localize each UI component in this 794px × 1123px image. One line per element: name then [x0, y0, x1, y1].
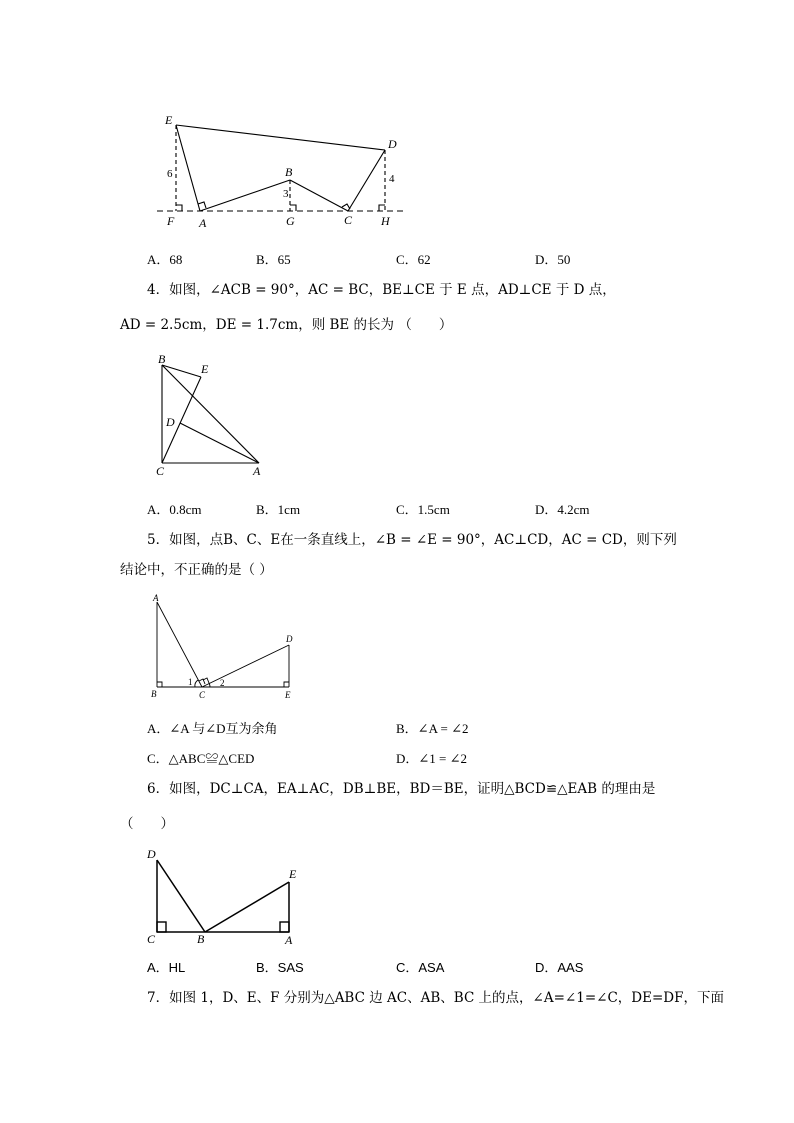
q4-option-a[interactable]: A．0.8cm — [147, 502, 202, 517]
q5-option-b[interactable]: B．∠A = ∠2 — [396, 721, 469, 736]
q4-point-b: B — [158, 352, 166, 366]
q4-question-line2: AD = 2.5cm，DE = 1.7cm，则 BE 的长为 （ ） — [120, 317, 453, 333]
q3-option-c[interactable]: C．62 — [396, 252, 431, 267]
q6-point-a: A — [285, 933, 293, 947]
q3-option-d[interactable]: D．50 — [535, 252, 571, 267]
q5-angle-2: 2 — [220, 678, 225, 688]
q7-question-line1: 7．如图 1，D、E、F 分别为△ABC 边 AC、AB、BC 上的点，∠A=∠1=∠C，DE=DF，下面 — [147, 990, 724, 1006]
q4-question-line1: 4．如图，∠ACB = 90°，AC = BC，BE⊥CE 于 E 点，AD⊥CE 于 D 点， — [147, 282, 616, 298]
q6-question-line2: （ ） — [120, 816, 174, 832]
q6-figure — [145, 845, 310, 945]
q4-point-c: C — [156, 464, 165, 478]
q5-question-line2: 结论中，不正确的是（ ） — [120, 562, 273, 578]
q4-option-d[interactable]: D．4.2cm — [535, 502, 590, 517]
q6-point-b: B — [197, 932, 205, 946]
q3-length-ef: 6 — [167, 168, 173, 180]
q4-point-d: D — [166, 415, 175, 429]
q3-point-h: H — [381, 214, 390, 228]
q6-option-c[interactable]: C．ASA — [396, 960, 445, 975]
q3-point-f: F — [167, 214, 175, 228]
q5-point-c: C — [199, 690, 206, 700]
q4-option-b[interactable]: B．1cm — [256, 502, 301, 517]
q5-option-c[interactable]: C．△ABC≌△CED — [147, 751, 255, 766]
q5-point-e: E — [285, 690, 291, 700]
q4-point-a: A — [253, 464, 261, 478]
q5-point-b: B — [151, 689, 157, 699]
q5-option-a[interactable]: A．∠A 与∠D互为余角 — [147, 721, 278, 736]
q6-option-b[interactable]: B．SAS — [256, 960, 304, 975]
q6-point-c: C — [147, 932, 156, 946]
q6-option-d[interactable]: D．AAS — [535, 960, 584, 975]
q6-option-a[interactable]: A．HL — [147, 960, 186, 975]
q3-length-bg: 3 — [283, 188, 289, 200]
q5-question-line1: 5．如图，点B、C、E在一条直线上，∠B = ∠E = 90°，AC⊥CD，AC = CD，则下列 — [147, 532, 677, 548]
q5-option-d[interactable]: D．∠1 = ∠2 — [396, 751, 468, 766]
q5-point-a: A — [153, 593, 159, 603]
q3-point-d: D — [388, 137, 397, 151]
q6-question-line1: 6．如图，DC⊥CA，EA⊥AC，DB⊥BE，BD＝BE，证明△BCD≌△EAB 的理由是 — [147, 781, 656, 797]
q3-option-b[interactable]: B．65 — [256, 252, 291, 267]
q3-point-e: E — [165, 113, 173, 127]
q6-point-d: D — [147, 847, 156, 861]
q5-angle-1: 1 — [188, 677, 193, 687]
q3-point-b: B — [285, 165, 293, 179]
q3-length-dh: 4 — [389, 173, 395, 185]
q3-point-c: C — [344, 213, 353, 227]
q3-option-a[interactable]: A．68 — [147, 252, 183, 267]
q4-point-e: E — [201, 362, 209, 376]
q3-point-g: G — [286, 214, 295, 228]
q4-option-c[interactable]: C．1.5cm — [396, 502, 450, 517]
q5-point-d: D — [286, 634, 293, 644]
q3-point-a: A — [199, 216, 207, 230]
q6-point-e: E — [289, 867, 297, 881]
